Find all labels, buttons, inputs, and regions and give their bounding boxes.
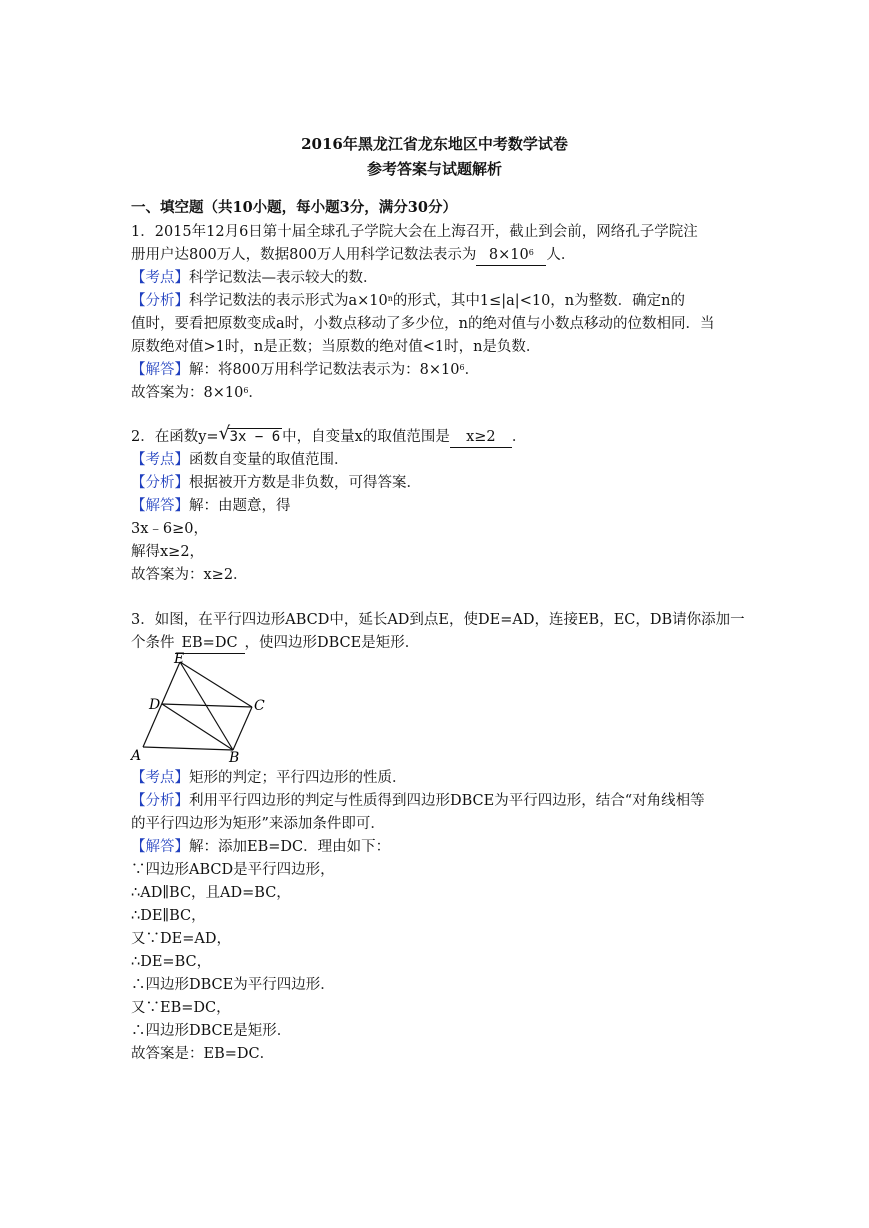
kaodian-tag: 【考点】 (131, 452, 189, 468)
q1-fenxi-line-2: 值时，要看把原数变成a时，小数点移动了多少位，n的绝对值与小数点移动的位数相同．当 (131, 316, 715, 332)
q3-jieda-text: 解：添加EB=DC．理由如下： (189, 839, 391, 855)
jieda-tag: 【解答】 (131, 839, 189, 855)
q2-fenxi (131, 473, 421, 493)
q3-step: ∴DE=BC， (131, 954, 212, 970)
q1-answer-exp: 6 (528, 248, 534, 257)
q3-fenxi-line-1 (131, 791, 705, 811)
q3-jieda (131, 837, 390, 857)
q2-fenxi-text: 根据被开方数是非负数，可得答案． (189, 475, 421, 491)
segment-ec (180, 662, 252, 707)
radical-sign-icon: √ (218, 423, 231, 444)
q3-step: ∴四边形DBCE是矩形． (131, 1023, 292, 1039)
q1-jieda-exp: 6 (459, 363, 465, 372)
q3-fenxi-text: 利用平行四边形的判定与性质得到四边形DBCE为平行四边形，结合“对角线相等 (189, 793, 705, 809)
q2-answer-blank: x≥2 (450, 427, 512, 448)
q1-kaodian-text: 科学记数法—表示较大的数． (189, 270, 378, 286)
q1-fenxi-exp: n (387, 294, 393, 303)
document-title: 2016年黑龙江省龙东地区中考数学试卷 (301, 135, 568, 153)
q1-stem: 册用户达800万人，数据800万人用科学记数法表示为 (131, 247, 477, 263)
q2-step-3: 故答案为：x≥2． (131, 567, 248, 583)
q2-kaodian-text: 函数自变量的取值范围． (189, 452, 349, 468)
kaodian-tag: 【考点】 (131, 270, 189, 286)
kaodian-tag: 【考点】 (131, 770, 189, 786)
q2-stem: 2．在函数y= (131, 429, 219, 445)
label-c: C (254, 698, 265, 714)
q3-step: 又∵DE=AD， (131, 931, 231, 947)
segment-bc (233, 707, 252, 750)
label-d: D (149, 697, 161, 713)
q3-fenxi-line-2: 的平行四边形为矩形”来添加条件即可． (131, 816, 385, 832)
q1-jieda-text: 解：将800万用科学记数法表示为：8×10 (189, 362, 460, 378)
q3-line-1: 3．如图，在平行四边形ABCD中，延长AD到点E，使DE=AD，连接EB，EC，DB请你添加一 (131, 612, 745, 628)
q1-final-end: ． (248, 385, 263, 401)
q3-kaodian (131, 768, 407, 788)
q1-stem-end: 人． (546, 247, 576, 263)
jieda-tag: 【解答】 (131, 362, 189, 378)
segment-ab (143, 747, 233, 750)
q3-line-2 (131, 633, 419, 654)
q3-step: ∵四边形ABCD是平行四边形， (131, 862, 335, 878)
q2-kaodian (131, 450, 349, 470)
radicand: 3x − 6 (229, 429, 281, 445)
fenxi-tag: 【分析】 (131, 293, 189, 309)
q1-final-exp: 6 (243, 386, 249, 395)
q1-line-2 (131, 245, 575, 266)
q1-line-1: 1．2015年12月6日第十届全球孔子学院大会在上海召开，截止到会前，网络孔子学院注 (131, 224, 698, 240)
q3-stem-end: ，使四边形DBCE是矩形． (244, 635, 420, 651)
q1-answer-base: 8×10 (488, 247, 529, 263)
q1-answer-blank (476, 245, 546, 266)
label-a: A (131, 748, 142, 764)
q1-fenxi-text-b: 的形式，其中1≤|a|<10，n为整数．确定n的 (392, 293, 685, 309)
q1-jieda (131, 360, 479, 380)
q3-step: ∴DE∥BC， (131, 908, 206, 924)
q2-stem-mid: 中，自变量x的取值范围是 (282, 429, 450, 445)
q1-final-text: 故答案为：8×10 (131, 385, 244, 401)
q1-kaodian (131, 268, 378, 288)
fenxi-tag: 【分析】 (131, 475, 189, 491)
q1-fenxi-line-3: 原数绝对值>1时，n是正数；当原数的绝对值<1时，n是负数． (131, 339, 541, 355)
section-heading: 一、填空题（共10小题，每小题3分，满分30分） (131, 199, 457, 216)
q1-fenxi-line-1 (131, 291, 685, 311)
q3-answer-blank: EB=DC (175, 633, 245, 654)
label-e: E (174, 652, 185, 667)
fenxi-tag: 【分析】 (131, 793, 189, 809)
label-b: B (229, 750, 240, 764)
q3-stem: 个条件 (131, 635, 175, 651)
q3-step: 又∵EB=DC， (131, 1000, 231, 1016)
q3-step: ∴AD∥BC，且AD=BC， (131, 885, 291, 901)
q2-line-1 (131, 423, 527, 448)
parallelogram-figure (128, 652, 268, 764)
sqrt-expression (218, 423, 283, 447)
q1-jieda-end: ． (464, 362, 480, 378)
q3-step: 故答案是：EB=DC． (131, 1046, 275, 1062)
segment-db (162, 704, 233, 750)
q1-fenxi-text-a: 科学记数法的表示形式为a×10 (189, 293, 388, 309)
jieda-tag: 【解答】 (131, 498, 189, 514)
q1-final (131, 383, 263, 403)
document-subtitle: 参考答案与试题解析 (366, 160, 502, 178)
q2-jieda-text: 解：由题意，得 (189, 498, 291, 514)
q3-step: ∴四边形DBCE为平行四边形． (131, 977, 335, 993)
q2-stem-end: ． (511, 429, 527, 445)
q3-kaodian-text: 矩形的判定；平行四边形的性质． (189, 770, 407, 786)
q2-step-1: 3x﹣6≥0， (131, 521, 209, 537)
q2-jieda (131, 496, 291, 516)
q2-step-2: 解得x≥2， (131, 544, 205, 560)
